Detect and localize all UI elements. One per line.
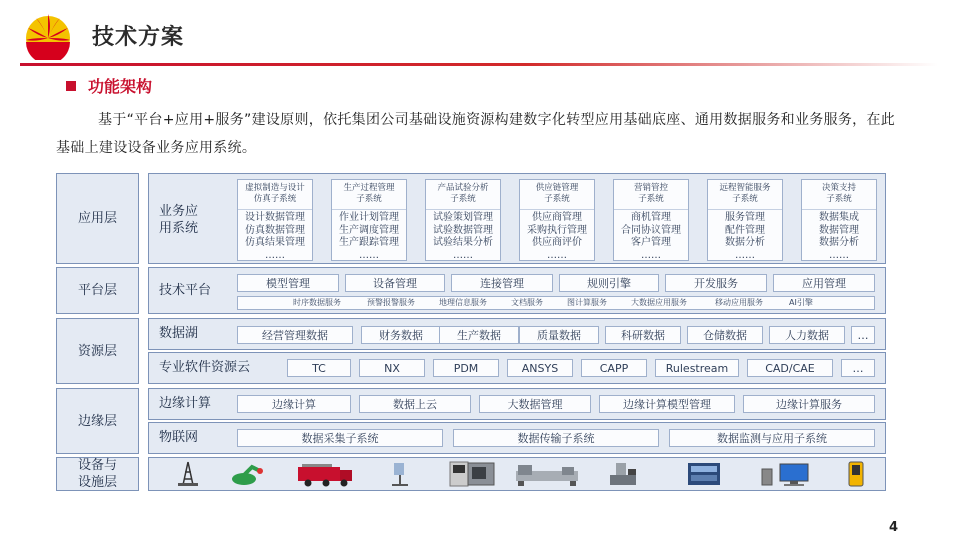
subsystem-title: 产品试验分析 子系统 — [437, 183, 489, 204]
app-panel — [148, 173, 886, 264]
subsystem-divider — [708, 209, 782, 210]
company-logo-icon — [22, 8, 74, 60]
lathe-icon — [514, 461, 580, 487]
data-source[interactable]: 财务数据 — [361, 326, 441, 344]
iot-subsystem[interactable]: 数据传输子系统 — [453, 429, 659, 447]
edge-module[interactable]: 数据上云 — [359, 395, 471, 413]
platform-panel-label: 技术平台 — [159, 283, 212, 298]
software-cloud-label: 专业软件资源云 — [159, 360, 251, 375]
software-cloud-panel — [148, 352, 886, 384]
section-title: 功能架构 — [88, 77, 153, 96]
layer-platform — [56, 267, 139, 314]
section-heading — [66, 74, 152, 97]
page-title: 技术方案 — [92, 25, 185, 50]
test-machine-icon — [606, 461, 640, 487]
software-item[interactable]: ANSYS — [507, 359, 573, 377]
platform-panel — [148, 267, 886, 314]
square-bullet-icon — [66, 81, 76, 91]
subsystem-items: 设计数据管理 仿真数据管理 仿真结果管理 …… — [245, 212, 305, 261]
platform-service[interactable]: 图计算服务 — [567, 298, 607, 307]
platform-module[interactable]: 开发服务 — [665, 274, 767, 292]
subsystem-items: 作业计划管理 生产调度管理 生产跟踪管理 …… — [339, 212, 399, 261]
subsystem-items: 商机管理 合同协议管理 客户管理 …… — [621, 212, 681, 261]
sensor-rig-icon — [388, 461, 414, 487]
data-source[interactable]: 生产数据 — [439, 326, 519, 344]
subsystem-title: 营销管控 子系统 — [633, 183, 668, 204]
edge-module[interactable]: 边缘计算模型管理 — [599, 395, 735, 413]
layer-app — [56, 173, 139, 264]
subsystem-items: 供应商管理 采购执行管理 供应商评价 …… — [527, 212, 587, 261]
software-item[interactable]: CAPP — [581, 359, 647, 377]
drilling-rig-icon — [172, 461, 204, 487]
software-item[interactable]: NX — [359, 359, 425, 377]
edge-module[interactable]: 边缘计算 — [237, 395, 351, 413]
subsystem-card[interactable] — [331, 179, 407, 261]
iot-subsystem[interactable]: 数据监测与应用子系统 — [669, 429, 875, 447]
platform-module[interactable]: 规则引擎 — [559, 274, 659, 292]
platform-service[interactable]: 地理信息服务 — [439, 298, 487, 307]
subsystem-title: 决策支持 子系统 — [821, 183, 856, 204]
subsystem-card[interactable] — [707, 179, 783, 261]
data-source[interactable]: 人力数据 — [769, 326, 845, 344]
header-divider — [20, 63, 938, 66]
software-item[interactable]: Rulestream — [655, 359, 739, 377]
subsystem-title: 远程智能服务 子系统 — [719, 183, 771, 204]
layer-resource — [56, 318, 139, 384]
platform-service[interactable]: AI引擎 — [789, 298, 813, 307]
layer-app-label: 应用层 — [77, 211, 117, 226]
data-source[interactable]: 仓储数据 — [687, 326, 763, 344]
datalake-panel-label: 数据湖 — [159, 326, 199, 341]
subsystem-divider — [332, 209, 406, 210]
data-source[interactable]: 质量数据 — [519, 326, 599, 344]
platform-module[interactable]: 设备管理 — [345, 274, 445, 292]
subsystem-divider — [426, 209, 500, 210]
layer-edge — [56, 388, 139, 454]
edge-panel-label: 边缘计算 — [159, 396, 212, 411]
data-source[interactable]: 科研数据 — [605, 326, 681, 344]
layer-edge-label: 边缘层 — [77, 413, 117, 429]
layer-platform-label: 平台层 — [77, 283, 117, 298]
subsystem-items: 服务管理 配件管理 数据分析 …… — [725, 212, 765, 261]
page-number: 4 — [888, 520, 898, 535]
iot-panel-label: 物联网 — [159, 430, 199, 445]
more-software-button[interactable]: … — [841, 359, 875, 377]
platform-service[interactable]: 时序数据服务 — [293, 298, 341, 307]
layer-resource-label: 资源层 — [77, 343, 117, 359]
subsystem-divider — [802, 209, 876, 210]
layer-device — [56, 457, 139, 491]
edge-module[interactable]: 大数据管理 — [479, 395, 591, 413]
software-item[interactable]: TC — [287, 359, 351, 377]
subsystem-card[interactable] — [801, 179, 877, 261]
subsystem-title: 供应链管理 子系统 — [535, 183, 579, 204]
more-data-button[interactable]: … — [851, 326, 875, 344]
platform-module[interactable]: 连接管理 — [451, 274, 553, 292]
subsystem-card[interactable] — [519, 179, 595, 261]
iot-panel — [148, 422, 886, 454]
iot-subsystem[interactable]: 数据采集子系统 — [237, 429, 443, 447]
app-panel-label: 业务应 用系统 — [159, 204, 199, 236]
server-rack-icon — [686, 461, 722, 487]
subsystem-items: 试验策划管理 试验数据管理 试验结果分析 …… — [433, 212, 493, 261]
subsystem-items: 数据集成 数据管理 数据分析 …… — [819, 212, 859, 261]
platform-service[interactable]: 预警报警服务 — [367, 298, 415, 307]
platform-service[interactable]: 文档服务 — [511, 298, 543, 307]
data-source[interactable]: 经营管理数据 — [237, 326, 353, 344]
computer-icon — [760, 461, 814, 487]
subsystem-card[interactable] — [237, 179, 313, 261]
subsystem-card[interactable] — [613, 179, 689, 261]
subsystem-divider — [614, 209, 688, 210]
subsystem-title: 生产过程管理 子系统 — [343, 183, 395, 204]
software-item[interactable]: CAD/CAE — [747, 359, 833, 377]
platform-service[interactable]: 大数据应用服务 — [631, 298, 687, 307]
subsystem-card[interactable] — [425, 179, 501, 261]
platform-module[interactable]: 模型管理 — [237, 274, 339, 292]
subsystem-title: 虚拟制造与设计 仿真子系统 — [245, 183, 305, 204]
software-item[interactable]: PDM — [433, 359, 499, 377]
layer-device-label: 设备与 设施层 — [77, 458, 117, 490]
fire-truck-icon — [296, 461, 354, 487]
cnc-machine-icon — [466, 461, 496, 487]
edge-panel — [148, 388, 886, 420]
handheld-terminal-icon — [846, 461, 866, 487]
subsystem-divider — [238, 209, 312, 210]
robot-arm-icon — [230, 461, 266, 487]
intro-paragraph: 基于“平台+应用+服务”建设原则，依托集团公司基础设施资源构建数字化转型应用基础底座、通用数据服务和业务服务，在此基础上建设设备业务应用系统。 — [56, 112, 896, 156]
subsystem-divider — [520, 209, 594, 210]
datalake-panel — [148, 318, 886, 350]
platform-module[interactable]: 应用管理 — [773, 274, 875, 292]
edge-module[interactable]: 边缘计算服务 — [743, 395, 875, 413]
platform-service[interactable]: 移动应用服务 — [715, 298, 763, 307]
